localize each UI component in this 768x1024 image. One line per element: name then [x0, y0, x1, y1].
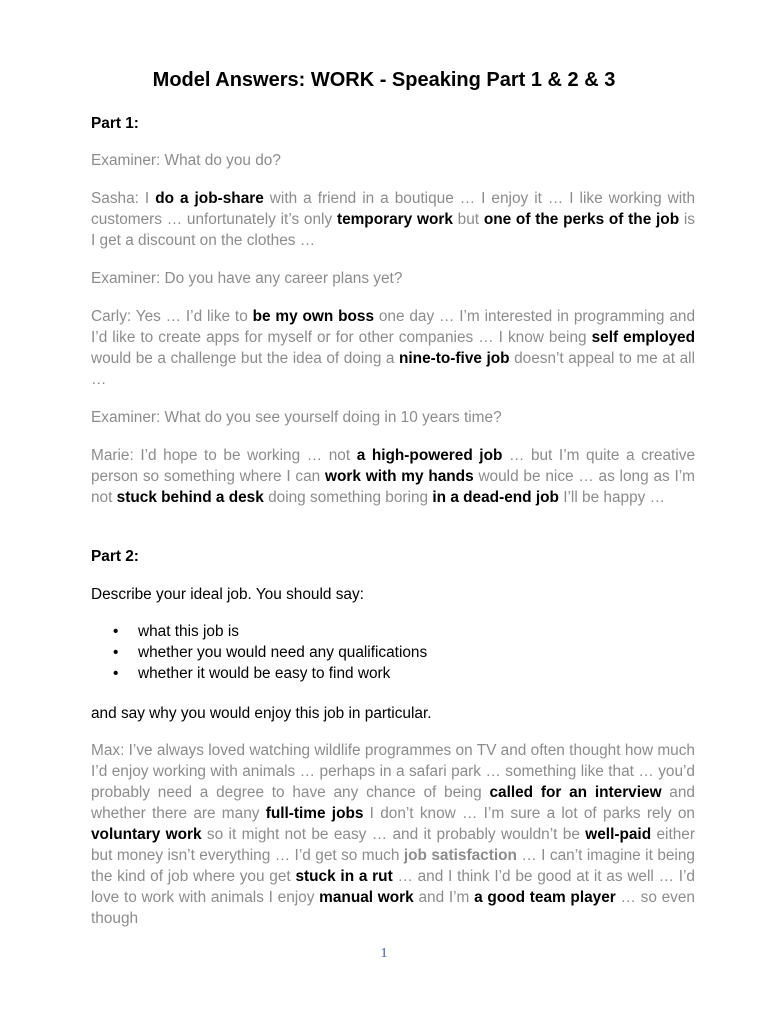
answer-text: either but money isn’t everything … I’d get so much — [91, 826, 695, 864]
answer-sasha — [91, 188, 695, 251]
answer-text: … so even though — [91, 889, 695, 927]
page-number: 1 — [380, 946, 388, 961]
answer-text: one day … I’m interested in programming and I’d like to create apps for myself or for other companies … I know being — [91, 308, 696, 346]
vocabulary-phrase: temporary work — [336, 211, 453, 228]
answer-text: … but I’m quite a creative person so something where I can — [91, 447, 695, 485]
vocabulary-phrase: full-time jobs — [265, 805, 364, 822]
answer-text: Sasha: I — [91, 190, 156, 207]
answer-text: would be a challenge but the idea of doing a — [91, 350, 399, 367]
bullet-glyph: • — [113, 665, 119, 682]
answer-text: … I can’t imagine it being the kind of job where you get — [91, 847, 695, 885]
cue-card-prompt: Describe your ideal job. You should say: — [91, 586, 364, 603]
part1-heading: Part 1: — [91, 115, 139, 132]
vocabulary-phrase: be my own boss — [252, 308, 375, 325]
vocabulary-phrase: job satisfaction — [403, 847, 517, 864]
answer-carly — [91, 306, 695, 390]
examiner-question-1: Examiner: What do you do? — [91, 152, 281, 169]
answer-text: … and I think I’d be good at it as well … I’d love to work with animals I enjoy — [91, 868, 695, 906]
vocabulary-phrase: voluntary work — [91, 826, 202, 843]
answer-text: doing something boring — [263, 489, 433, 506]
answer-text: doesn’t appeal to me at all … — [91, 350, 696, 388]
answer-max — [91, 740, 695, 929]
answer-text: and I’m — [413, 889, 475, 906]
answer-text: I’ll be happy … — [558, 489, 666, 506]
vocabulary-phrase: do a job-share — [155, 190, 264, 207]
bullet-glyph: • — [113, 623, 119, 640]
answer-text: Marie: I’d hope to be working … not — [91, 447, 357, 464]
part2-heading: Part 2: — [91, 548, 139, 565]
vocabulary-phrase: well-paid — [585, 826, 652, 843]
bullet-text: whether it would be easy to find work — [138, 665, 391, 682]
cue-card-bullets — [91, 621, 651, 684]
bullet-glyph: • — [113, 644, 119, 661]
list-item — [91, 621, 651, 642]
answer-text: and whether there are many — [91, 784, 695, 822]
page-title: Model Answers: WORK - Speaking Part 1 & 2 & 3 — [152, 69, 616, 91]
answer-text: but — [452, 211, 484, 228]
list-item — [91, 642, 651, 663]
vocabulary-phrase: called for an interview — [489, 784, 662, 801]
answer-marie — [91, 445, 695, 508]
vocabulary-phrase: self employed — [591, 329, 696, 346]
vocabulary-phrase: work with my hands — [325, 468, 474, 485]
vocabulary-phrase: manual work — [319, 889, 414, 906]
answer-text: Carly: Yes … I’d like to — [91, 308, 253, 325]
examiner-question-2: Examiner: Do you have any career plans yet? — [91, 270, 403, 287]
list-item — [91, 663, 651, 684]
vocabulary-phrase: stuck in a rut — [295, 868, 393, 885]
vocabulary-phrase: a high-powered job — [356, 447, 503, 464]
answer-text: would be nice … as long as I’m not — [91, 468, 695, 506]
answer-text: so it might not be easy … and it probably wouldn’t be — [201, 826, 586, 843]
answer-text: Max: I’ve always loved watching wildlife programmes on TV and often thought how much I’d enjoy working with animals … perhaps in a safari park … something like that … you’d probably need a degree to have any chance of being — [91, 742, 695, 801]
examiner-question-3: Examiner: What do you see yourself doing in 10 years time? — [91, 409, 502, 426]
answer-text: with a friend in a boutique … I enjoy it … I like working with customers … unfortunately it’s only — [91, 190, 696, 228]
cue-card-closing: and say why you would enjoy this job in particular. — [91, 705, 432, 722]
answer-text: is I get a discount on the clothes … — [91, 211, 695, 249]
vocabulary-phrase: one of the perks of the job — [483, 211, 680, 228]
vocabulary-phrase: stuck behind a desk — [116, 489, 264, 506]
answer-text: I don’t know … I’m sure a lot of parks rely on — [363, 805, 695, 822]
bullet-text: whether you would need any qualifications — [138, 644, 428, 661]
vocabulary-phrase: a good team player — [474, 889, 616, 906]
vocabulary-phrase: in a dead-end job — [432, 489, 559, 506]
vocabulary-phrase: nine-to-five job — [399, 350, 510, 367]
bullet-text: what this job is — [138, 623, 239, 640]
